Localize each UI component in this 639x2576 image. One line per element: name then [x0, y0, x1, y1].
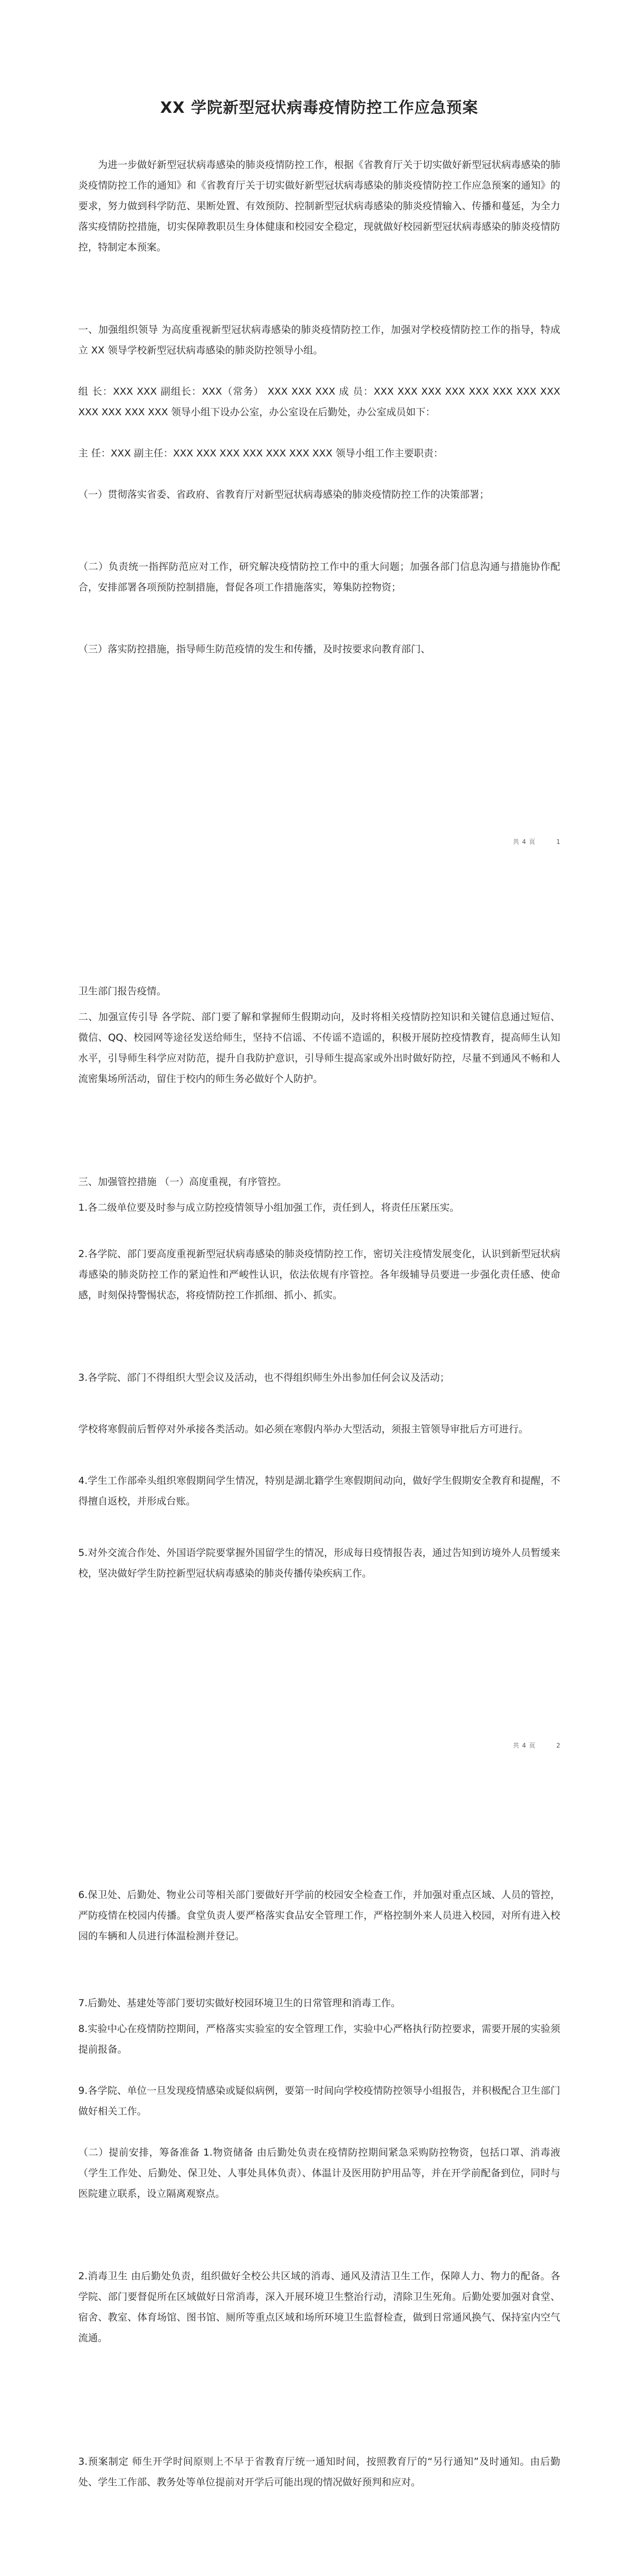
paragraph: 3.预案制定 师生开学时间原则上不早于省教育厅统一通知时间，按照教育厅的“另行通知”及时通知。由后勤处、学生工作部、教务处等单位提前对开学后可能出现的情况做好预判和应对。	[78, 2456, 560, 2488]
paragraph: 2.消毒卫生 由后勤处负责，组织做好全校公共区域的消毒、通风及清洁卫生工作，保障人力、物力的配备。各学院、部门要督促所在区域做好日常消毒，深入开展环境卫生整治行动，清除卫生死角。后勤处要加强对食堂、宿舍、教室、体育场馆、图书馆、厕所等重点区域和场所环境卫生监督检查，做到日常通风换气、保持室内空气流通。	[78, 2270, 560, 2344]
paragraph: （三）落实防控措施，指导师生防范疫情的发生和传播，及时按要求向教育部门、	[78, 643, 431, 655]
page-number: 2	[556, 1742, 561, 1749]
document-title: XX 学院新型冠状病毒疫情防控工作应急预案	[160, 99, 478, 117]
paragraph: 三、加强管控措施 （一）高度重视，有序管控。	[78, 1176, 287, 1188]
paragraph: 7.后勤处、基建处等部门要切实做好校园环境卫生的日常管理和消毒工作。	[78, 1997, 401, 2009]
page-total: 共 4 页	[513, 1742, 536, 1749]
paragraph: （一）贯彻落实省委、省政府、省教育厅对新型冠状病毒感染的肺炎疫情防控工作的决策部署；	[78, 489, 490, 500]
page-2	[0, 904, 639, 1807]
paragraph: 6.保卫处、后勤处、物业公司等相关部门要做好开学前的校园安全检查工作，并加强对重点区域、人员的管控，严防疫情在校园内传播。食堂负责人要严格落实食品安全管理工作，严格控制外来人员进入校园，对所有进入校园的车辆和人员进行体温检测并登记。	[78, 1889, 560, 1942]
paragraph: 一、加强组织领导 为高度重视新型冠状病毒感染的肺炎疫情防控工作，加强对学校疫情防控工作的指导，特成立 XX 领导学校新型冠状病毒感染的肺炎防控领导小组。	[78, 324, 560, 356]
paragraph: 4.学生工作部牵头组织寒假期间学生情况，特别是湖北籍学生寒假期间动向，做好学生假期安全教育和提醒，不得擅自返校，并形成台账。	[78, 1475, 560, 1507]
paragraph: 2.各学院、部门要高度重视新型冠状病毒感染的肺炎疫情防控工作，密切关注疫情发展变化，认识到新型冠状病毒感染的肺炎防控工作的紧迫性和严峻性认识，依法依规有序管控。各年级辅导员要进一步强化责任感、使命感，时刻保持警惕状态，将疫情防控工作抓细、抓小、抓实。	[78, 1248, 560, 1301]
paragraph: 5.对外交流合作处、外国语学院要掌握外国留学生的情况，形成每日疫情报告表，通过告知到访境外人员暂缓来校，坚决做好学生防控新型冠状病毒感染的肺炎传播传染疾病工作。	[78, 1547, 560, 1579]
page-total: 共 4 页	[513, 838, 536, 845]
paragraph: 8.实验中心在疫情防控期间，严格落实实验室的安全管理工作，实验中心严格执行防控要求，需要开展的实验须提前报备。	[78, 2023, 560, 2055]
page-3	[0, 1807, 639, 2576]
paragraph: 二、加强宣传引导 各学院、部门要了解和掌握师生假期动向，及时将相关疫情防控知识和关键信息通过短信、微信、QQ、校园网等途径发送给师生，坚持不信谣、不传谣不造谣的，积极开展防控疫情教育，提高师生认知水平，引导师生科学应对防范，提升自我防护意识，引导师生提高家或外出时做好防控，尽量不到通风不畅和人流密集场所活动，留住于校内的师生务必做好个人防护。	[78, 1011, 560, 1084]
paragraph: 1.各二级单位要及时参与成立防控疫情领导小组加强工作，责任到人，将责任压紧压实。	[78, 1202, 460, 1213]
paragraph: （二）负责统一指挥防范应对工作，研究解决疫情防控工作中的重大问题；加强各部门信息沟通与措施协作配合，安排部署各项预防控制措施，督促各项工作措施落实，筹集防控物资；	[78, 561, 560, 593]
paragraph: 3.各学院、部门不得组织大型会议及活动，也不得组织师生外出参加任何会议及活动；	[78, 1372, 450, 1383]
paragraph: 卫生部门报告疫情。	[78, 986, 167, 997]
paragraph: （二）提前安排，筹备准备 1.物资储备 由后勤处负责在疫情防控期间紧急采购防控物资，包括口罩、消毒液（学生工作处、后勤处、保卫处、人事处具体负责）、体温计及医用防护用品等，并在开学前配备到位，同时与医院建立联系，设立隔离观察点。	[78, 2147, 560, 2199]
page-number: 1	[556, 838, 561, 845]
paragraph: 9.各学院、单位一旦发现疫情感染或疑似病例，要第一时间向学校疫情防控领导小组报告，并积极配合卫生部门做好相关工作。	[78, 2085, 560, 2117]
paragraph: 学校将寒假前后暂停对外承接各类活动。如必须在寒假内举办大型活动，须报主管领导审批后方可进行。	[78, 1423, 529, 1435]
page-footer	[513, 837, 561, 846]
paragraph: 为进一步做好新型冠状病毒感染的肺炎疫情防控工作，根据《省教育厅关于切实做好新型冠状病毒感染的肺炎疫情防控工作的通知》和《省教育厅关于切实做好新型冠状病毒感染的肺炎疫情防控工作应急预案的通知》的要求，努力做到科学防范、果断处置、有效预防、控制新型冠状病毒感染的肺炎疫情输入、传播和蔓延，为全力落实疫情防控措施，切实保障教职员生身体健康和校园安全稳定，现就做好校园新型冠状病毒感染的肺炎疫情防控，特制定本预案。	[78, 159, 560, 253]
paragraph: 组 长：XXX XXX 副组长：XXX（常务） XXX XXX XXX 成 员：XXX XXX XXX XXX XXX XXX XXX XXX XXX XXX XXX XXX 领导小组下设办公室，办公室设在后勤处，办公室成员如下：	[78, 386, 560, 418]
page-1	[0, 0, 639, 904]
paragraph: 主 任：XXX 副主任：XXX XXX XXX XXX XXX XXX XXX 领导小组工作主要职责：	[78, 448, 443, 459]
page-footer	[513, 1741, 561, 1750]
